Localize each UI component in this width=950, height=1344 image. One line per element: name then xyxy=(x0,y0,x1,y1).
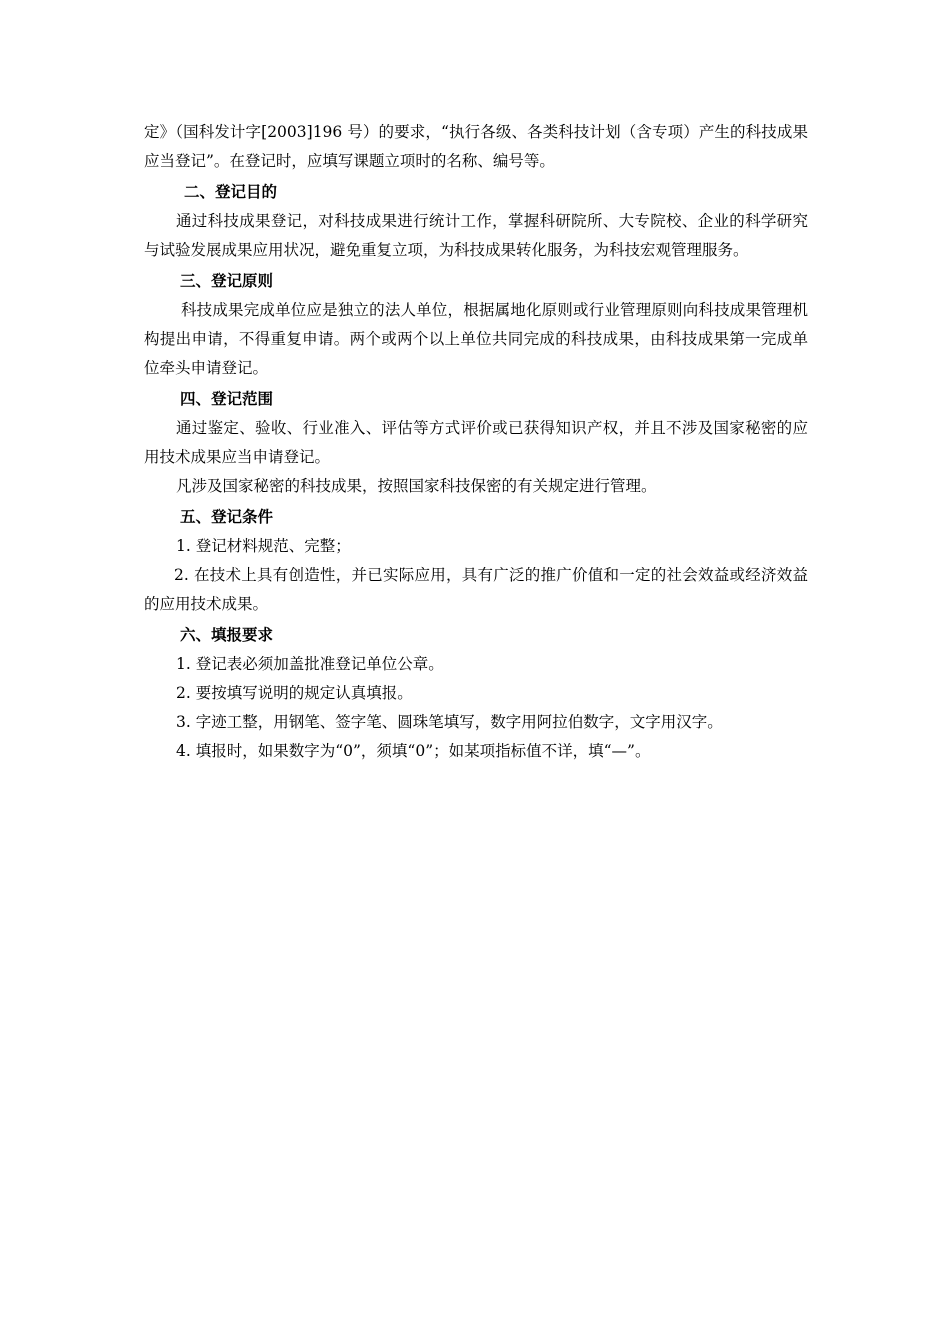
section-requirements xyxy=(144,621,808,766)
section-paragraph: 科技成果完成单位应是独立的法人单位，根据属地化原则或行业管理原则向科技成果管理机构提出申请，不得重复申请。两个或两个以上单位共同完成的科技成果，由科技成果第一完成单位牵头申请登记。 xyxy=(144,301,808,377)
section-paragraph: 2. 要按填写说明的规定认真填报。 xyxy=(176,684,413,702)
section-scope xyxy=(144,385,808,501)
section-purpose xyxy=(144,178,808,265)
section-heading: 六、填报要求 xyxy=(180,626,274,644)
section-paragraph: 4. 填报时，如果数字为“0”，须填“0”；如某项指标值不详，填“—”。 xyxy=(176,742,651,760)
section-paragraph: 3. 字迹工整，用钢笔、签字笔、圆珠笔填写，数字用阿拉伯数字，文字用汉字。 xyxy=(176,713,723,731)
section-paragraph: 2. 在技术上具有创造性，并已实际应用，具有广泛的推广价值和一定的社会效益或经济效益的应用技术成果。 xyxy=(144,566,808,613)
section-paragraph: 1. 登记表必须加盖批准登记单位公章。 xyxy=(176,655,444,673)
section-paragraph: 1. 登记材料规范、完整； xyxy=(176,537,351,555)
section-heading: 五、登记条件 xyxy=(180,508,274,526)
section-paragraph: 通过科技成果登记，对科技成果进行统计工作，掌握科研院所、大专院校、企业的科学研究与试验发展成果应用状况，避免重复立项，为科技成果转化服务，为科技宏观管理服务。 xyxy=(144,212,808,259)
section-paragraph: 凡涉及国家秘密的科技成果，按照国家科技保密的有关规定进行管理。 xyxy=(176,477,657,495)
section-heading: 二、登记目的 xyxy=(184,183,278,201)
section-principles xyxy=(144,267,808,383)
section-heading: 三、登记原则 xyxy=(180,272,274,290)
document-page xyxy=(144,118,808,766)
intro-paragraph: 定》（国科发计字[2003]196 号）的要求，“执行各级、各类科技计划（含专项）产生的科技成果应当登记”。在登记时，应填写课题立项时的名称、编号等。 xyxy=(144,123,808,170)
section-heading: 四、登记范围 xyxy=(180,390,274,408)
section-conditions xyxy=(144,503,808,619)
section-paragraph: 通过鉴定、验收、行业准入、评估等方式评价或已获得知识产权，并且不涉及国家秘密的应用技术成果应当申请登记。 xyxy=(144,419,808,466)
